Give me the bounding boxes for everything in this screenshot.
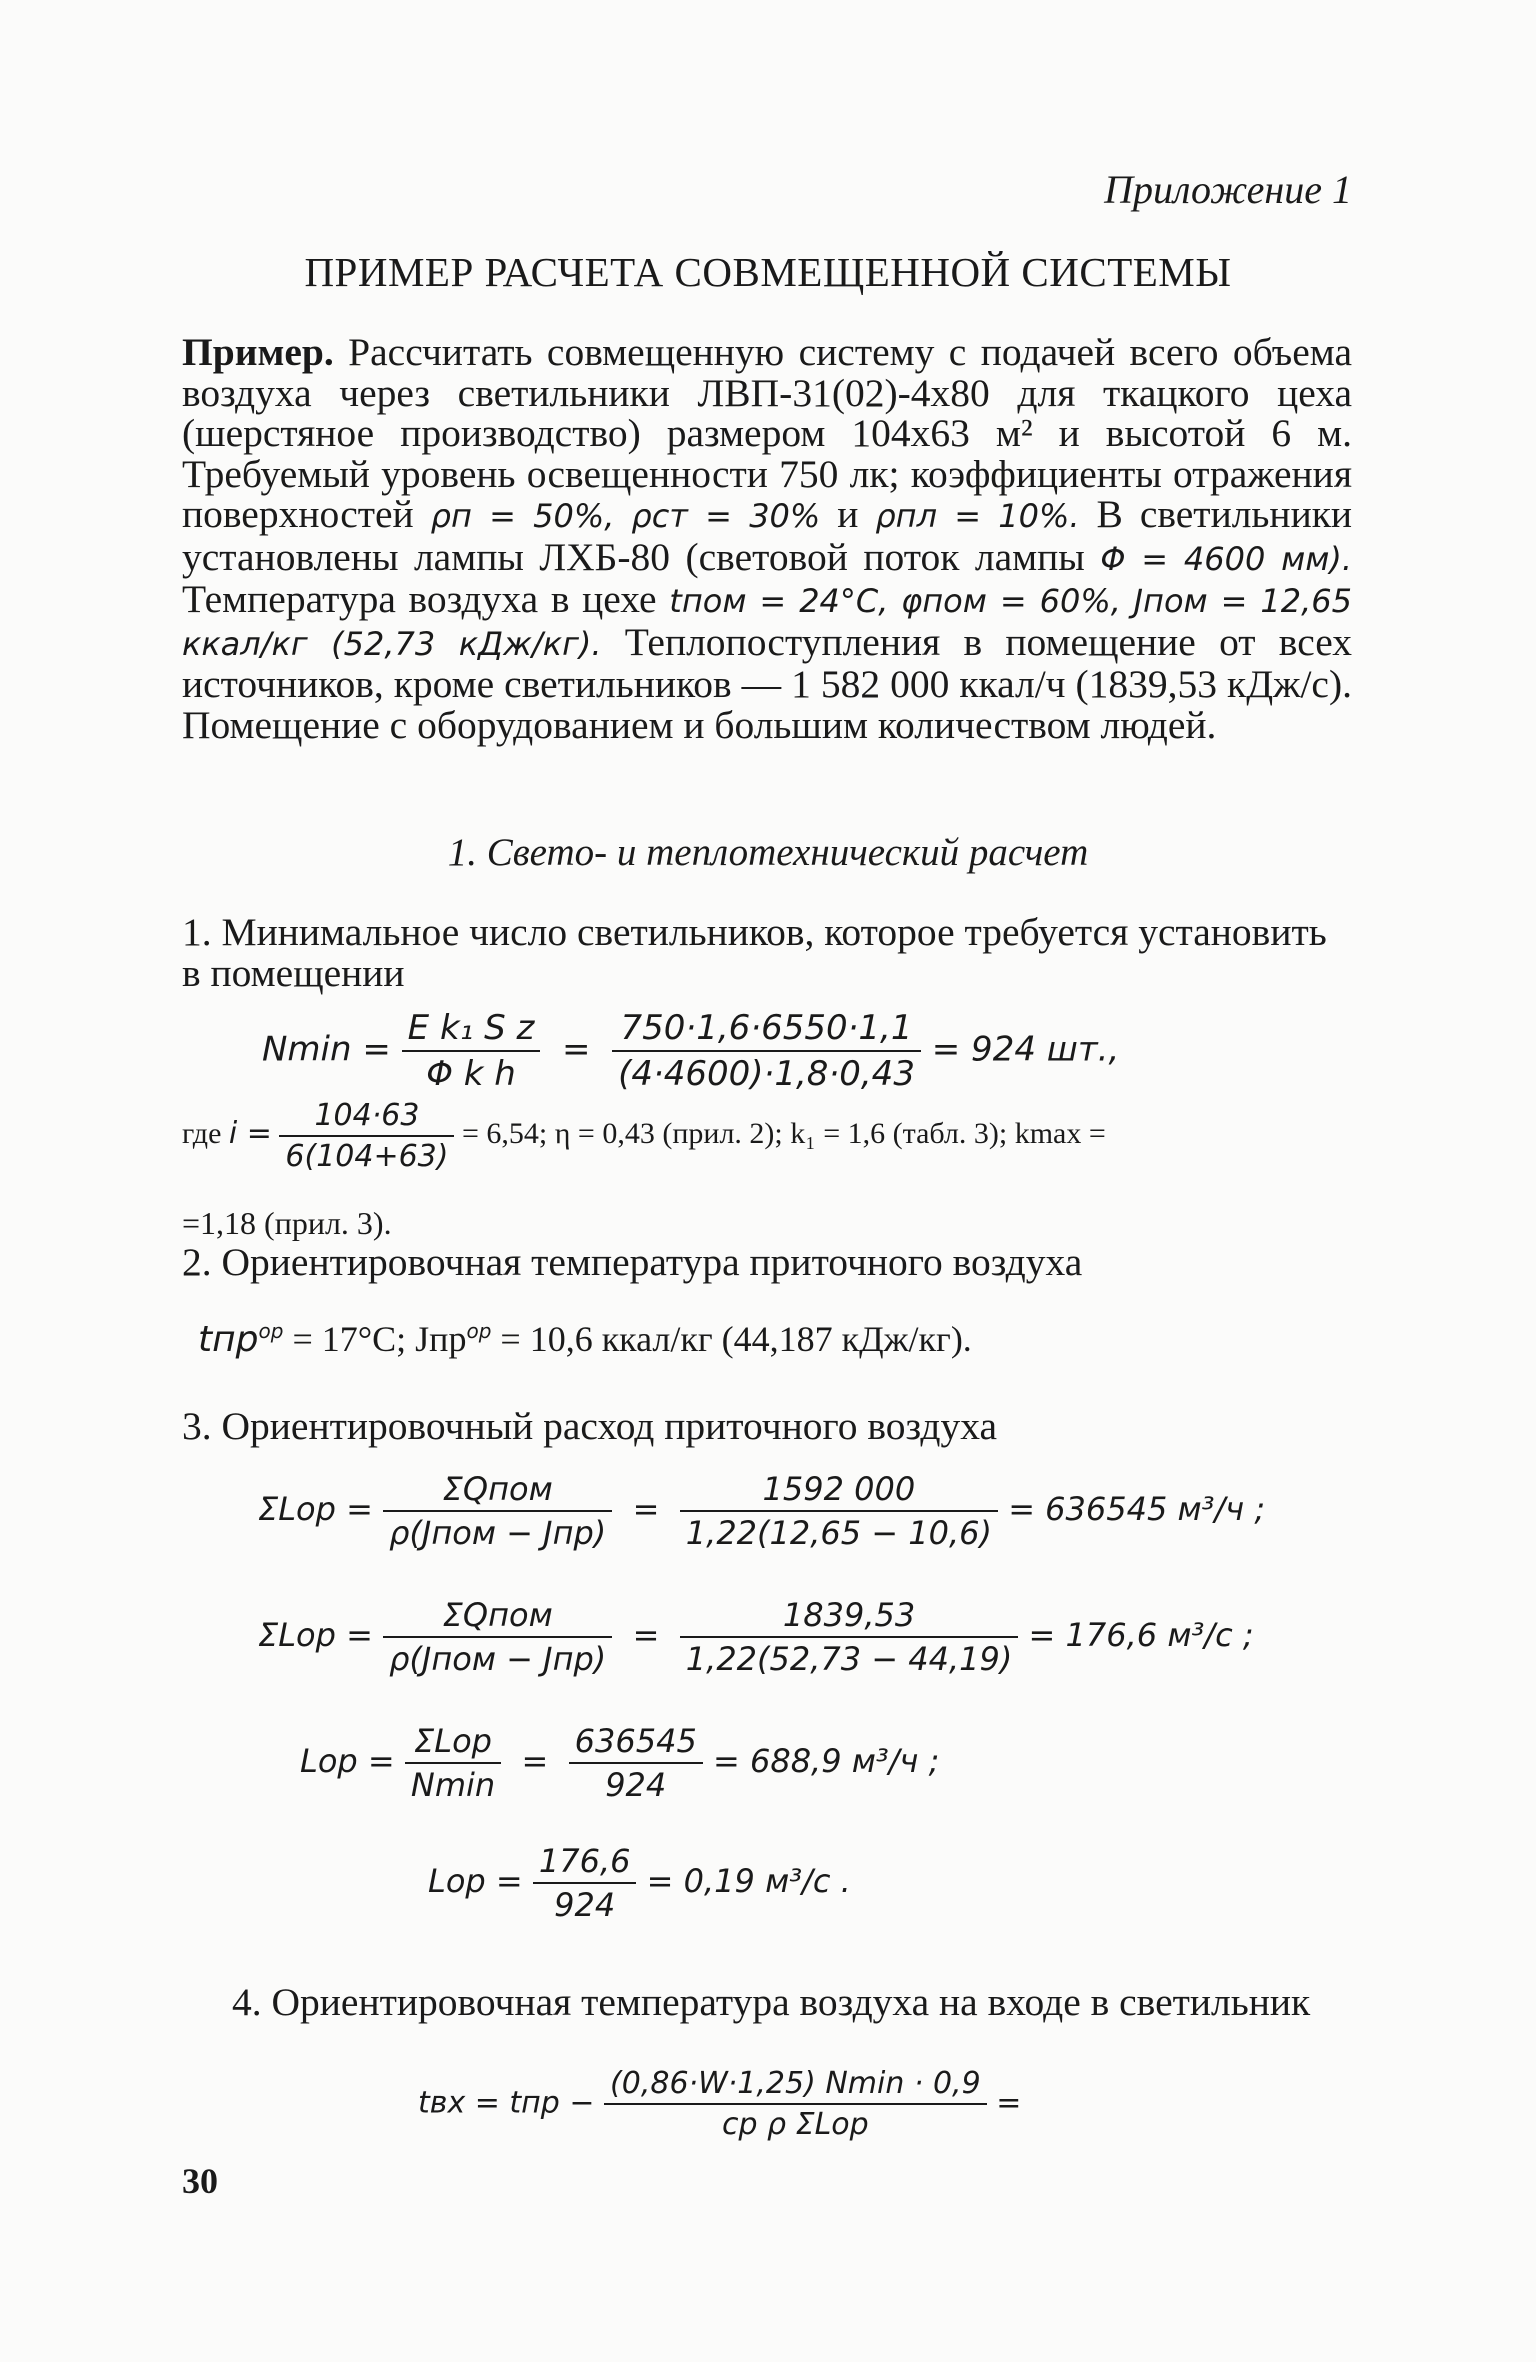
denominator: Nmin — [410, 1766, 496, 1804]
fraction-numeric — [612, 1008, 921, 1094]
fraction — [383, 1596, 612, 1678]
example-text-1: Рассчитать совмещенную систему с подачей всего объема воздуха через светильники ЛВП-31(02)-4х80 для ткацкого цеха (шерстяное производство) размером 104х63 м² и высотой 6 м. Требуемый уровень освещенности 750 лк; коэффициенты отражения поверхностей — [182, 330, 1352, 536]
fraction — [680, 1470, 998, 1552]
and-word: и — [837, 492, 859, 536]
denominator: (4·4600)·1,8·0,43 — [618, 1054, 915, 1094]
fraction — [604, 2066, 987, 2142]
rho-st: ρст = 30% — [631, 497, 821, 535]
item-1-formula: Nmin = $\frac{\text{E k₁ S z}}{\text{Φ k h}}$ = $\frac{750\cdot 1,6\cdot 6550\cdot 1,1}{(4\cdot 4600)\cdot 1,8\cdot 0,43}$ = 924 шт., — [262, 1008, 1120, 1094]
t-pr-formula: = 17°С; Jпр — [292, 1319, 467, 1359]
phi-value: Φ = 4600 мм). — [1100, 539, 1353, 578]
nmin-result: = 924 шт., — [931, 1029, 1120, 1070]
eq-lhs: Lор = — [428, 1862, 523, 1900]
eq-lhs: ΣLор = — [258, 1490, 373, 1528]
numerator: ΣQпом — [383, 1596, 612, 1638]
denominator: 1,22(52,73 − 44,19) — [685, 1640, 1013, 1678]
example-paragraph — [182, 332, 1352, 745]
i-lhs: i = — [228, 1115, 272, 1151]
numerator: ΣLор — [405, 1722, 501, 1764]
item-1-text: 1. Минимальное число светильников, которое требуется установить в помещении — [182, 910, 1327, 995]
denominator: cр ρ ΣLор — [721, 2107, 869, 2142]
eq-2: ΣLор = $\frac{\text{ΣQпом}}{\text{ρ(Jпом − Jпр)}}$ = $\frac{1839,53}{1,22(52,73 - 44,19)}$ = 176,6 м³/с ; — [258, 1596, 1254, 1678]
denominator: 1,22(12,65 − 10,6) — [685, 1514, 993, 1552]
index-rest: = 6,54; η = 0,43 (прил. 2); k₁ = 1,6 (табл. 3); kmax = — [461, 1116, 1106, 1150]
numerator: 176,6 — [533, 1842, 637, 1884]
page-number: 30 — [182, 2161, 218, 2201]
fraction — [383, 1470, 612, 1552]
nmin-lhs: Nmin = — [262, 1029, 391, 1070]
eq-result: = 636545 м³/ч ; — [1008, 1490, 1266, 1528]
item-2-text: 2. Ориентировочная температура приточного воздуха — [182, 1240, 1083, 1284]
appendix-label: Приложение 1 — [1104, 167, 1352, 212]
phi-pom: φпом = 60%, — [901, 582, 1121, 620]
j-pom: Jпом = 12,65 ккал/кг (52,73 кДж/кг). — [182, 582, 1353, 663]
item-2-formula — [198, 1318, 972, 1360]
index-formula — [182, 1098, 1106, 1174]
eq-lhs: Lор = — [300, 1742, 395, 1780]
eq-4 — [428, 1842, 851, 1924]
eq-lhs: ΣLор = — [258, 1616, 373, 1654]
t-pom: tпом = 24°С, — [669, 582, 889, 620]
t-pr: tпр — [198, 1319, 259, 1360]
eq-1: ΣLор = $\frac{\text{ΣQпом}}{\text{ρ(Jпом − Jпр)}}$ = $\frac{1592 000}{1,22(12,65 - 10,6)}$ = 636545 м³/ч ; — [258, 1470, 1266, 1552]
denominator: 924 — [605, 1766, 667, 1804]
numerator: 1839,53 — [680, 1596, 1019, 1638]
eq-tail: = — [996, 2085, 1022, 2121]
example-text-4: Теплопоступления в помещение от всех источников, кроме светильников — 1 582 000 ккал/ч (1839,53 кДж/с). Помещение с оборудованием и большим количеством людей. — [182, 619, 1352, 747]
page-title: ПРИМЕР РАСЧЕТА СОВМЕЩЕННОЙ СИСТЕМЫ — [304, 249, 1232, 295]
fraction-index — [279, 1098, 454, 1174]
fraction — [569, 1722, 703, 1804]
numerator: 636545 — [569, 1722, 703, 1764]
item-4-formula — [418, 2066, 1021, 2142]
numerator: (0,86·W·1,25) Nmin · 0,9 — [604, 2066, 987, 2105]
op-superscript: ор — [466, 1319, 492, 1343]
eq-lhs: tвх = tпр − — [418, 2085, 595, 2121]
rho-pl: ρпл = 10%. — [875, 497, 1080, 535]
where-word: где — [182, 1116, 222, 1150]
eq-result: = 0,19 м³/с . — [646, 1862, 851, 1900]
denominator: ρ(Jпом − Jпр) — [389, 1640, 607, 1678]
index-continued: =1,18 (прил. 3). — [182, 1205, 392, 1241]
fraction-symbolic — [402, 1008, 541, 1094]
numerator: 750·1,6·6550·1,1 — [612, 1008, 921, 1052]
denominator: Φ k h — [426, 1054, 516, 1094]
numerator: ΣQпом — [383, 1470, 612, 1512]
eq-result: = 176,6 м³/с ; — [1028, 1616, 1254, 1654]
denominator: 6(104+63) — [285, 1139, 449, 1174]
rho-p: ρп = 50%, — [430, 497, 615, 535]
section-heading: 1. Свето- и теплотехнический расчет — [447, 831, 1089, 874]
op-superscript: ор — [258, 1319, 284, 1343]
eq-result: = 688,9 м³/ч ; — [712, 1742, 940, 1780]
fraction — [405, 1722, 501, 1804]
eq-3: Lор = $\frac{\text{ΣLор}}{Nmin}$ = $\frac{636545}{924}$ = 688,9 м³/ч ; — [300, 1722, 940, 1804]
example-text-2: В светильники установлены лампы ЛХБ-80 (световой поток лампы — [182, 492, 1353, 579]
item-3-text: 3. Ориентировочный расход приточного воздуха — [182, 1404, 997, 1448]
numerator: 104·63 — [279, 1098, 454, 1137]
denominator: 924 — [554, 1886, 616, 1924]
denominator: ρ(Jпом − Jпр) — [389, 1514, 607, 1552]
example-text-3: Температура воздуха в цехе — [182, 577, 657, 621]
example-label: Пример. — [182, 330, 334, 374]
item-4-text: 4. Ориентировочная температура воздуха на входе в светильник — [232, 1980, 1311, 2024]
fraction — [680, 1596, 1019, 1678]
numerator: 1592 000 — [680, 1470, 998, 1512]
fraction — [533, 1842, 637, 1924]
numerator: E k₁ S z — [402, 1008, 541, 1052]
t-pr-formula-2: = 10,6 ккал/кг (44,187 кДж/кг). — [500, 1319, 972, 1359]
